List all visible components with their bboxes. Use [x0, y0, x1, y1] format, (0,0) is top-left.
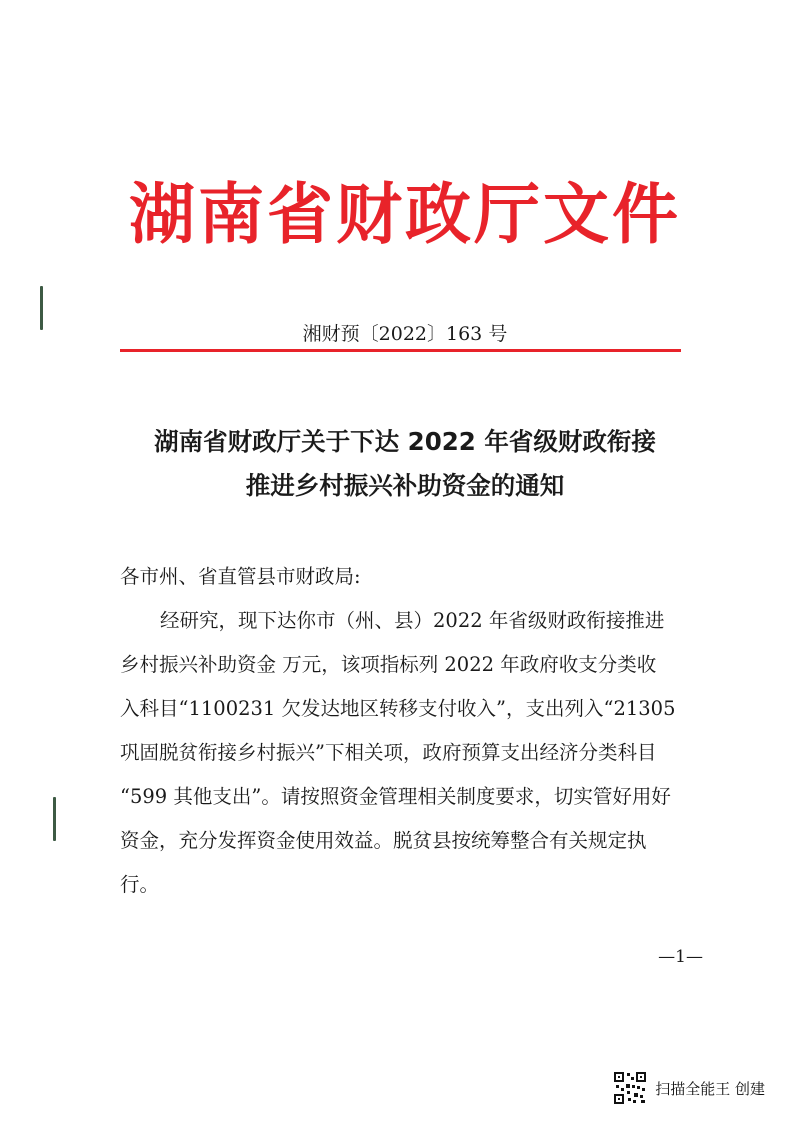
camscanner-watermark — [613, 1071, 765, 1105]
body-line: “599 其他支出”。请按照资金管理相关制度要求，切实管好用好 — [120, 785, 671, 808]
body-line: 行。 — [120, 873, 160, 896]
notice-title — [90, 420, 720, 508]
page-number: —1— — [658, 947, 703, 967]
body-line: 资金，充分发挥资金使用效益。脱贫县按统筹整合有关规定执 — [120, 829, 647, 852]
watermark-text: 扫描全能王 创建 — [655, 1079, 765, 1098]
masthead-title: 湖南省财政厅文件 — [129, 176, 681, 253]
addressee: 各市州、省直管县市财政局: — [120, 565, 361, 588]
notice-title-line: 推进乡村振兴补助资金的通知 — [245, 471, 565, 500]
notice-title-line: 湖南省财政厅关于下达 2022 年省级财政衔接 — [154, 427, 656, 456]
body-line: 乡村振兴补助资金 万元，该项指标列 2022 年政府收支分类收 — [120, 653, 657, 676]
body-line: 经研究，现下达你市（州、县）2022 年省级财政衔接推进 — [160, 609, 665, 632]
document-number: 湘财预〔2022〕163 号 — [302, 323, 508, 345]
qr-code-icon — [613, 1071, 647, 1105]
scan-mark — [40, 286, 43, 330]
body-line: 入科目“1100231 欠发达地区转移支付收入”，支出列入“21305 — [120, 697, 676, 720]
scan-mark — [53, 797, 56, 841]
body-line: 巩固脱贫衔接乡村振兴”下相关项，政府预算支出经济分类科目 — [120, 741, 657, 764]
red-divider — [120, 349, 681, 352]
